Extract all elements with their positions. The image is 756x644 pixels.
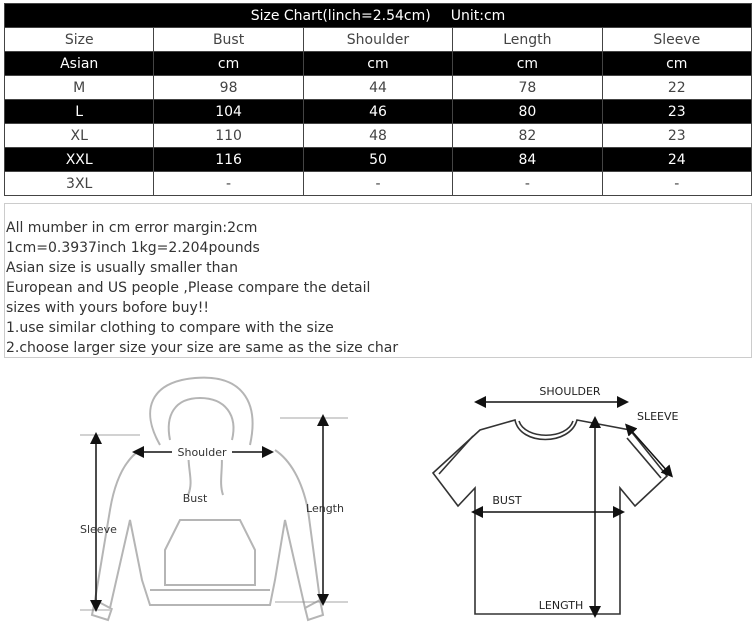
table-row — [5, 148, 752, 172]
column-header: Sleeve — [602, 28, 751, 52]
hoodie-bust-label: Bust — [182, 492, 208, 505]
tshirt-diagram — [425, 378, 685, 623]
notes-box — [4, 203, 752, 358]
table-cell: 48 — [303, 124, 452, 148]
column-header: Size — [5, 28, 154, 52]
table-unit: Unit:cm — [450, 7, 506, 24]
tshirt-length-label: LENGTH — [538, 599, 584, 612]
table-cell: 50 — [303, 148, 452, 172]
tshirt-sleeve-label: SLEEVE — [637, 410, 679, 423]
table-cell: 3XL — [5, 172, 154, 196]
table-title: Size Chart(linch=2.54cm) — [250, 7, 431, 24]
table-cell: M — [5, 76, 154, 100]
note-line: 1.use similar clothing to compare with the size — [6, 320, 334, 336]
table-cell: - — [602, 172, 751, 196]
hoodie-sleeve-label: Sleeve — [80, 523, 117, 536]
table-cell: 104 — [154, 100, 303, 124]
table-cell: 116 — [154, 148, 303, 172]
note-line: Asian size is usually smaller than — [6, 260, 238, 276]
table-cell: 46 — [303, 100, 452, 124]
table-cell: 80 — [453, 100, 602, 124]
table-cell: XL — [5, 124, 154, 148]
table-cell: L — [5, 100, 154, 124]
column-header: Length — [453, 28, 602, 52]
table-cell: 78 — [453, 76, 602, 100]
table-cell: 44 — [303, 76, 452, 100]
table-cell: Asian — [5, 52, 154, 76]
note-line: 1cm=0.3937inch 1kg=2.204pounds — [6, 240, 260, 256]
hoodie-shoulder-label: Shoulder — [177, 446, 227, 459]
table-cell: cm — [154, 52, 303, 76]
table-cell: 98 — [154, 76, 303, 100]
table-cell: cm — [453, 52, 602, 76]
table-cell: 110 — [154, 124, 303, 148]
table-row — [5, 52, 752, 76]
table-row — [5, 76, 752, 100]
size-chart-table — [4, 3, 752, 196]
note-line: sizes with yours bofore buy!! — [6, 300, 209, 316]
table-cell: 23 — [602, 100, 751, 124]
note-line: All mumber in cm error margin:2cm — [6, 220, 258, 236]
tshirt-shoulder-label: SHOULDER — [539, 385, 601, 398]
table-cell: - — [453, 172, 602, 196]
column-header: Shoulder — [303, 28, 452, 52]
tshirt-icon — [433, 420, 667, 614]
note-line: European and US people ,Please compare the detail — [6, 280, 371, 296]
table-title-cell — [5, 4, 752, 28]
table-cell: cm — [303, 52, 452, 76]
tshirt-sleeve-arrow — [629, 428, 669, 473]
table-header-row — [5, 28, 752, 52]
hoodie-icon — [92, 378, 323, 620]
table-cell: 82 — [453, 124, 602, 148]
note-line: 2.choose larger size your size are same as the size char — [6, 340, 399, 356]
hoodie-length-label: Length — [306, 502, 344, 515]
column-header: Bust — [154, 28, 303, 52]
tshirt-bust-label: BUST — [492, 494, 522, 507]
table-row — [5, 124, 752, 148]
table-cell: 24 — [602, 148, 751, 172]
table-row — [5, 172, 752, 196]
table-cell: - — [154, 172, 303, 196]
table-cell: XXL — [5, 148, 154, 172]
hoodie-diagram — [70, 370, 370, 640]
table-title-row — [5, 4, 752, 28]
table-cell: 22 — [602, 76, 751, 100]
table-cell: 23 — [602, 124, 751, 148]
table-cell: - — [303, 172, 452, 196]
table-cell: cm — [602, 52, 751, 76]
table-cell: 84 — [453, 148, 602, 172]
table-row — [5, 100, 752, 124]
